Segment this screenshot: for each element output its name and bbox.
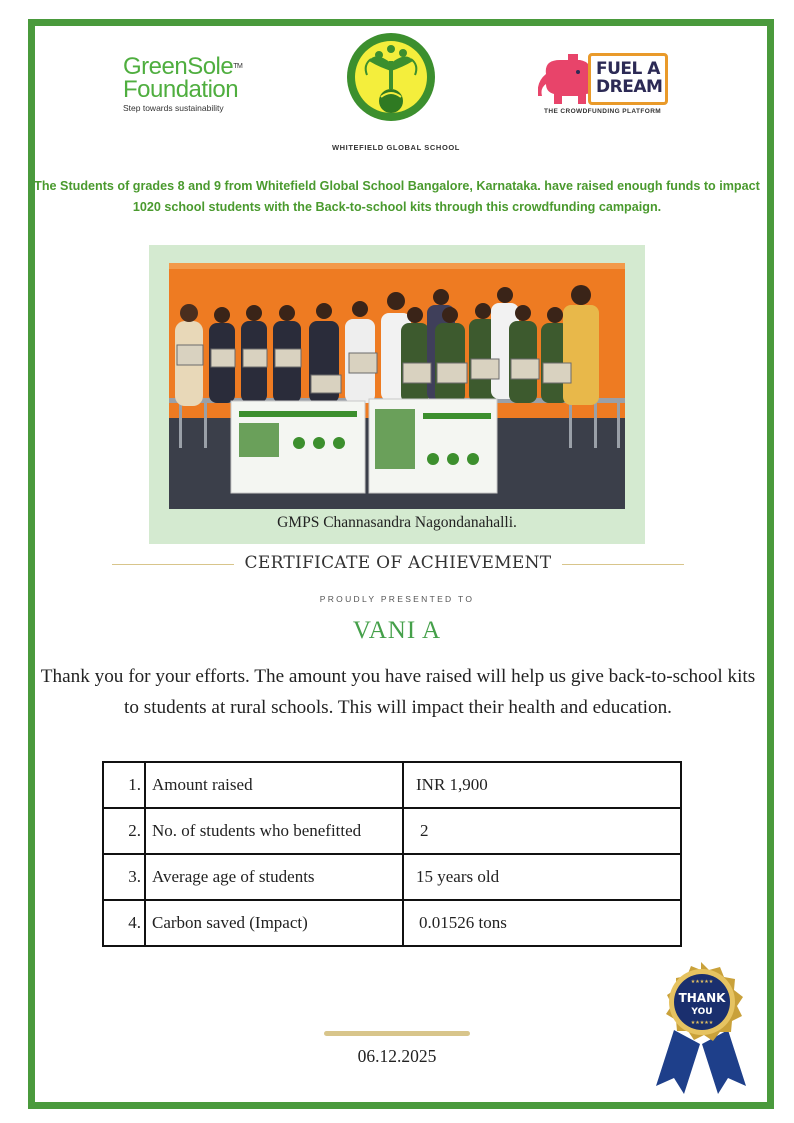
svg-text:★★★★★: ★★★★★ [690,979,714,985]
group-photo [169,263,625,509]
recipient-name: VANI A [352,617,442,644]
presented-to-label: PROUDLY PRESENTED TO [319,594,475,604]
svg-text:THANK: THANK [678,991,726,1005]
school-emblem-logo [345,31,437,131]
row-value: 0.01526 tons [403,900,681,946]
row-number: 2. [103,808,145,854]
row-value: 2 [403,808,681,854]
table-row [103,854,681,900]
table-row [103,762,681,808]
greensole-foundation-logo: GreenSole™ Foundation Step towards sustainability [123,53,243,113]
certificate-title: CERTIFICATE OF ACHIEVEMENT [244,553,552,573]
photo-panel [149,245,645,544]
photo-caption: GMPS Channasandra Nagondanahalli. [277,514,517,531]
row-label: Average age of students [145,854,403,900]
row-value: 15 years old [403,854,681,900]
table-row [103,900,681,946]
row-number: 3. [103,854,145,900]
certificate-title-row [112,553,684,575]
impact-table [102,761,682,947]
table-row [103,808,681,854]
row-label: Amount raised [145,762,403,808]
row-number: 4. [103,900,145,946]
thank-you-message: Thank you for your efforts. The amount you have raised will help us give back-to-school kits to students at rural schools. This will impact their health and education. [40,666,756,718]
row-label: No. of students who benefitted [145,808,403,854]
campaign-intro-text: The Students of grades 8 and 9 from Whitefield Global School Bangalore, Karnataka. have raised enough funds to impact 1020 school students with the Back-to-school kits through this crowdfunding campaign. [34,179,760,214]
row-value: INR 1,900 [403,762,681,808]
svg-text:★★★★★: ★★★★★ [690,1020,714,1026]
svg-text:YOU: YOU [691,1007,713,1017]
fuel-a-dream-logo: FUEL A DREAM THE CROWDFUNDING PLATFORM [538,50,678,120]
certificate-date: 06.12.2025 [357,1046,437,1066]
date-divider [324,1031,470,1036]
row-label: Carbon saved (Impact) [145,900,403,946]
thank-you-seal-icon [646,960,756,1096]
row-number: 1. [103,762,145,808]
school-name: WHITEFIELD GLOBAL SCHOOL [331,143,460,152]
